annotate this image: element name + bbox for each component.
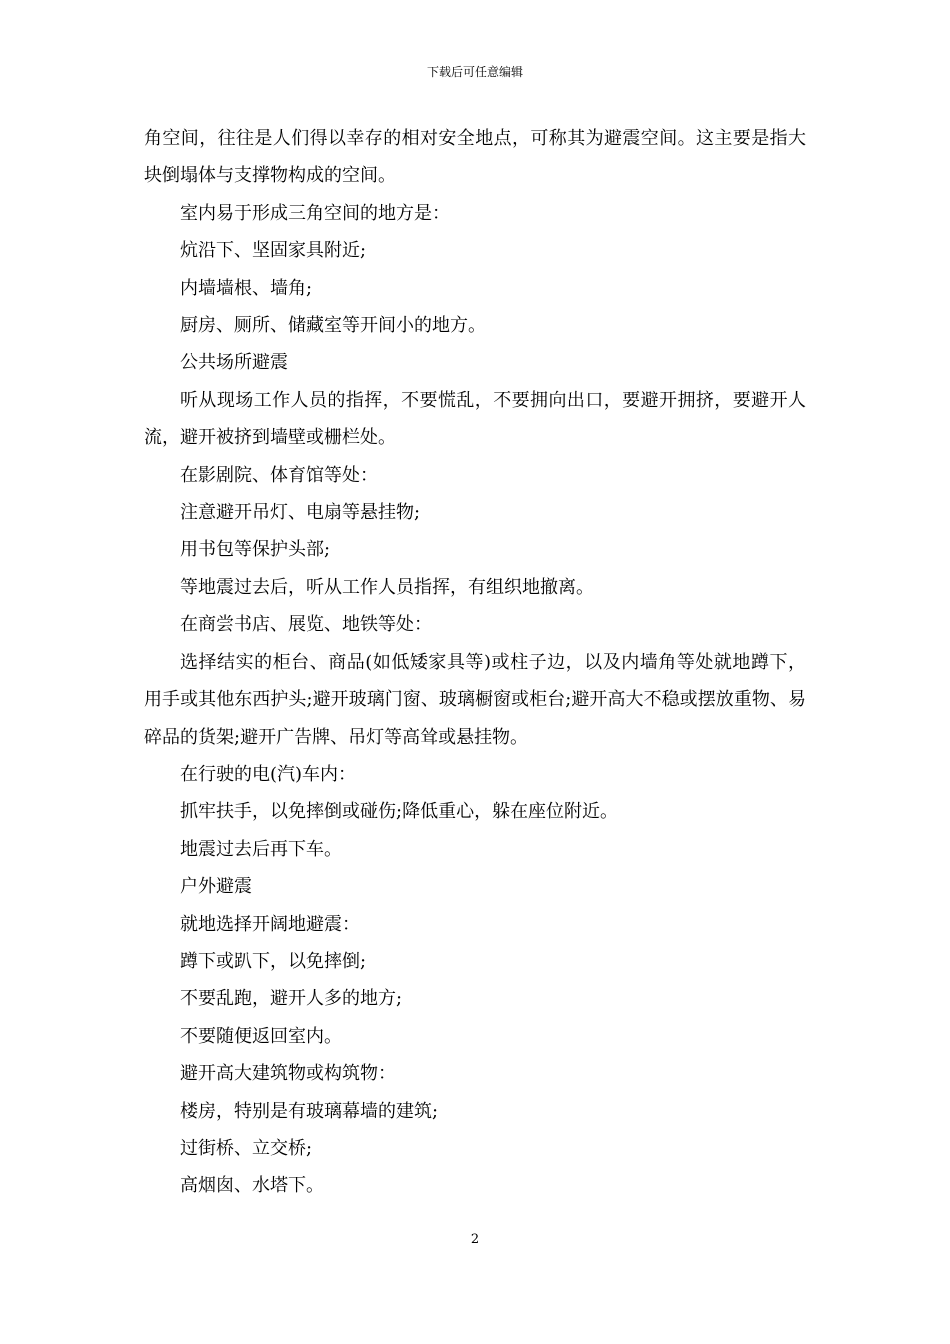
- paragraph: 厨房、厕所、储藏室等开间小的地方。: [180, 315, 486, 337]
- section-heading: 公共场所避震: [180, 352, 288, 374]
- paragraph: 内墙墙根、墙角;: [180, 277, 313, 299]
- paragraph: 等地震过去后，听从工作人员指挥，有组织地撤离。: [180, 576, 594, 598]
- paragraph: 楼房，特别是有玻璃幕墙的建筑;: [180, 1100, 439, 1122]
- paragraph: 用书包等保护头部;: [180, 539, 331, 561]
- paragraph: 蹲下或趴下，以免摔倒;: [180, 950, 367, 972]
- paragraph: 在行驶的电(汽)车内：: [180, 763, 357, 785]
- page-header: 下载后可任意编辑: [426, 65, 523, 79]
- document-body: [144, 120, 806, 1205]
- paragraph: 注意避开吊灯、电扇等悬挂物;: [180, 502, 421, 524]
- paragraph: 在商尝书店、展览、地铁等处：: [180, 614, 432, 636]
- section-heading: 户外避震: [180, 876, 252, 898]
- paragraph: 不要乱跑，避开人多的地方;: [180, 988, 403, 1010]
- paragraph: 角空间，往往是人们得以幸存的相对安全地点，可称其为避震空间。这主要是指大块倒塌体与支撑物构成的空间。: [144, 128, 806, 187]
- paragraph: 听从现场工作人员的指挥，不要慌乱，不要拥向出口，要避开拥挤，要避开人流，避开被挤到墙壁或栅栏处。: [144, 389, 806, 449]
- paragraph: 室内易于形成三角空间的地方是：: [180, 202, 450, 224]
- paragraph: 在影剧院、体育馆等处：: [180, 464, 378, 486]
- paragraph: 炕沿下、坚固家具附近;: [180, 240, 367, 262]
- paragraph: 避开高大建筑物或构筑物：: [180, 1063, 396, 1085]
- paragraph: 高烟囱、水塔下。: [180, 1175, 324, 1197]
- paragraph: 选择结实的柜台、商品(如低矮家具等)或柱子边，以及内墙角等处就地蹲下，用手或其他东西护头;避开玻璃门窗、玻璃橱窗或柜台;避开高大不稳或摆放重物、易碎品的货架;避开广告牌、吊灯等高耸或悬挂物。: [144, 651, 806, 748]
- paragraph: 抓牢扶手，以免摔倒或碰伤;降低重心，躲在座位附近。: [180, 801, 619, 823]
- paragraph: 过街桥、立交桥;: [180, 1137, 313, 1159]
- paragraph: 就地选择开阔地避震：: [180, 913, 360, 935]
- paragraph: 地震过去后再下车。: [180, 838, 342, 860]
- page-number: 2: [470, 1232, 480, 1247]
- paragraph: 不要随便返回室内。: [180, 1025, 342, 1047]
